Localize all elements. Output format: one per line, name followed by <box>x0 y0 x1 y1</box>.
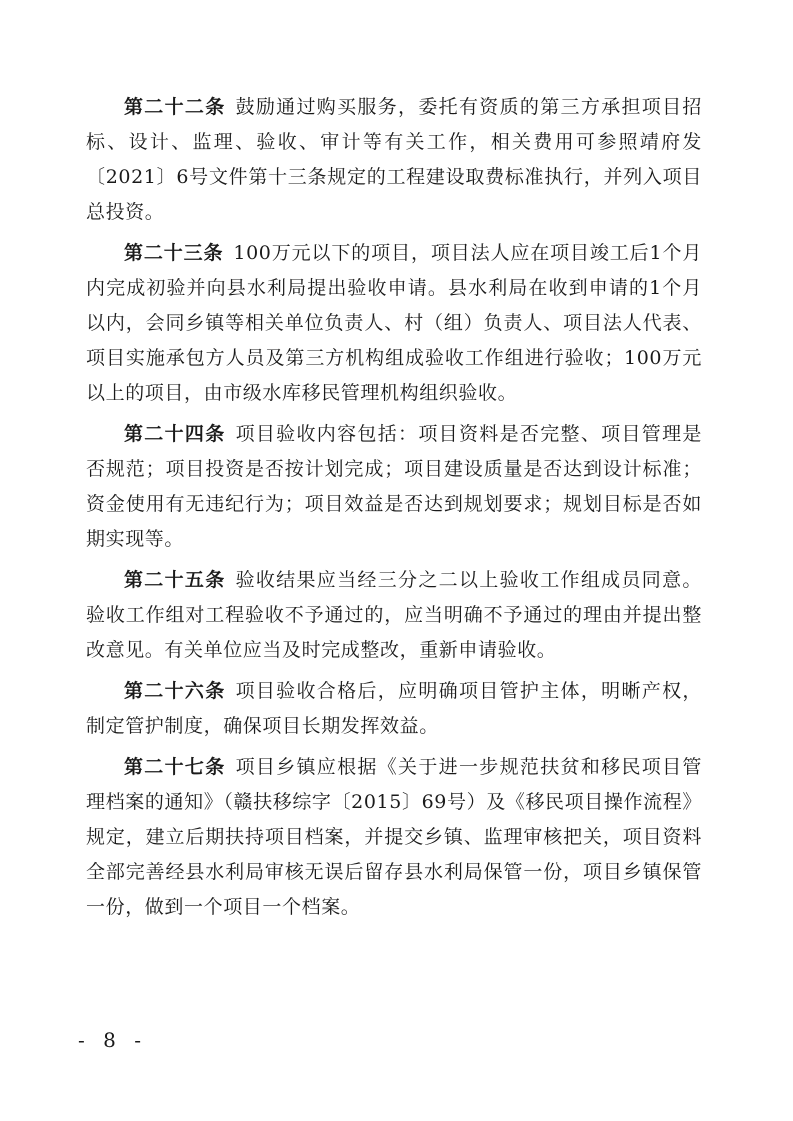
document-body <box>86 90 702 931</box>
article-number: 第二十四条 <box>124 423 226 445</box>
article-23 <box>86 236 702 411</box>
article-22 <box>86 90 702 230</box>
article-text: 100万元以下的项目，项目法人应在项目竣工后1个月内完成初验并向县水利局提出验收申请。县水利局在收到申请的1个月以内，会同乡镇等相关单位负责人、村（组）负责人、项目法人代表、项目实施承包方人员及第三方机构组成验收工作组进行验收；100万元以上的项目，由市级水库移民管理机构组织验收。 <box>86 242 702 404</box>
article-number: 第二十五条 <box>124 569 226 591</box>
article-text: 验收结果应当经三分之二以上验收工作组成员同意。验收工作组对工程验收不予通过的，应当明确不予通过的理由并提出整改意见。有关单位应当及时完成整改，重新申请验收。 <box>86 569 702 661</box>
article-25 <box>86 563 702 668</box>
article-27 <box>86 750 702 925</box>
article-text: 项目验收合格后，应明确项目管护主体，明晰产权，制定管护制度，确保项目长期发挥效益。 <box>86 680 702 737</box>
page-number: - 8 - <box>78 1028 147 1052</box>
article-text: 鼓励通过购买服务，委托有资质的第三方承担项目招标、设计、监理、验收、审计等有关工作，相关费用可参照靖府发〔2021〕6号文件第十三条规定的工程建设取费标准执行，并列入项目总投资。 <box>86 96 702 223</box>
article-number: 第二十七条 <box>124 756 226 778</box>
article-24 <box>86 417 702 557</box>
article-number: 第二十三条 <box>124 242 224 264</box>
article-text: 项目验收内容包括：项目资料是否完整、项目管理是否规范；项目投资是否按计划完成；项目建设质量是否达到设计标准；资金使用有无违纪行为；项目效益是否达到规划要求；规划目标是否如期实现等。 <box>86 423 702 550</box>
article-number: 第二十二条 <box>124 96 226 118</box>
article-text: 项目乡镇应根据《关于进一步规范扶贫和移民项目管理档案的通知》（赣扶移综字〔2015〕69号）及《移民项目操作流程》规定，建立后期扶持项目档案，并提交乡镇、监理审核把关，项目资料全部完善经县水利局审核无误后留存县水利局保管一份，项目乡镇保管一份，做到一个项目一个档案。 <box>86 756 702 918</box>
article-number: 第二十六条 <box>124 680 226 702</box>
article-26 <box>86 674 702 744</box>
